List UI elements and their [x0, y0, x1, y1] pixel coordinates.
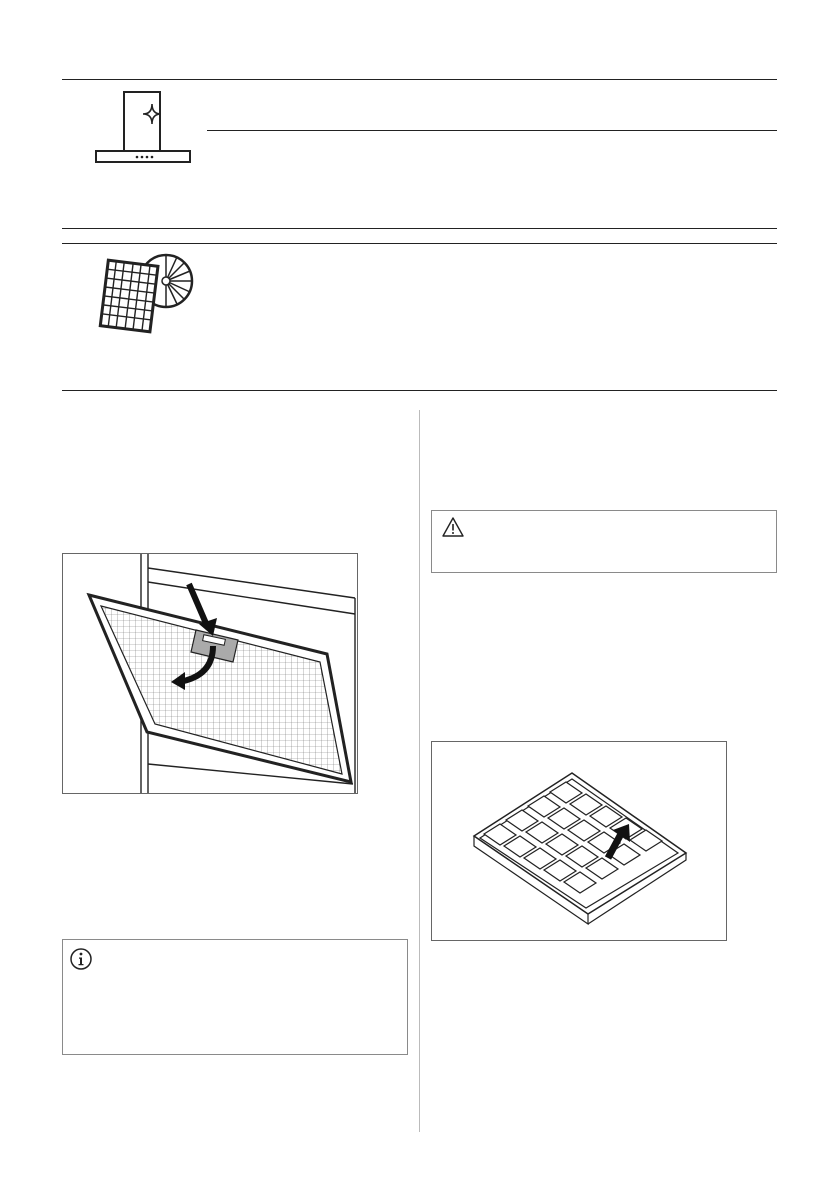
grease-filter-replacement-illustration [431, 741, 727, 941]
section-rule-2 [62, 243, 777, 244]
section-heading-rule [207, 130, 777, 131]
section-rule-3 [62, 390, 777, 391]
section-rule-1 [62, 228, 777, 229]
grease-filter-and-fan-icon [96, 251, 196, 337]
top-rule [62, 79, 777, 80]
warning-box [431, 510, 777, 573]
information-icon [69, 947, 93, 971]
column-divider [419, 410, 420, 1132]
info-box [62, 939, 408, 1055]
grease-filter-removal-illustration [62, 553, 358, 794]
cooker-hood-sparkle-icon [94, 90, 192, 166]
warning-triangle-icon [442, 517, 464, 537]
